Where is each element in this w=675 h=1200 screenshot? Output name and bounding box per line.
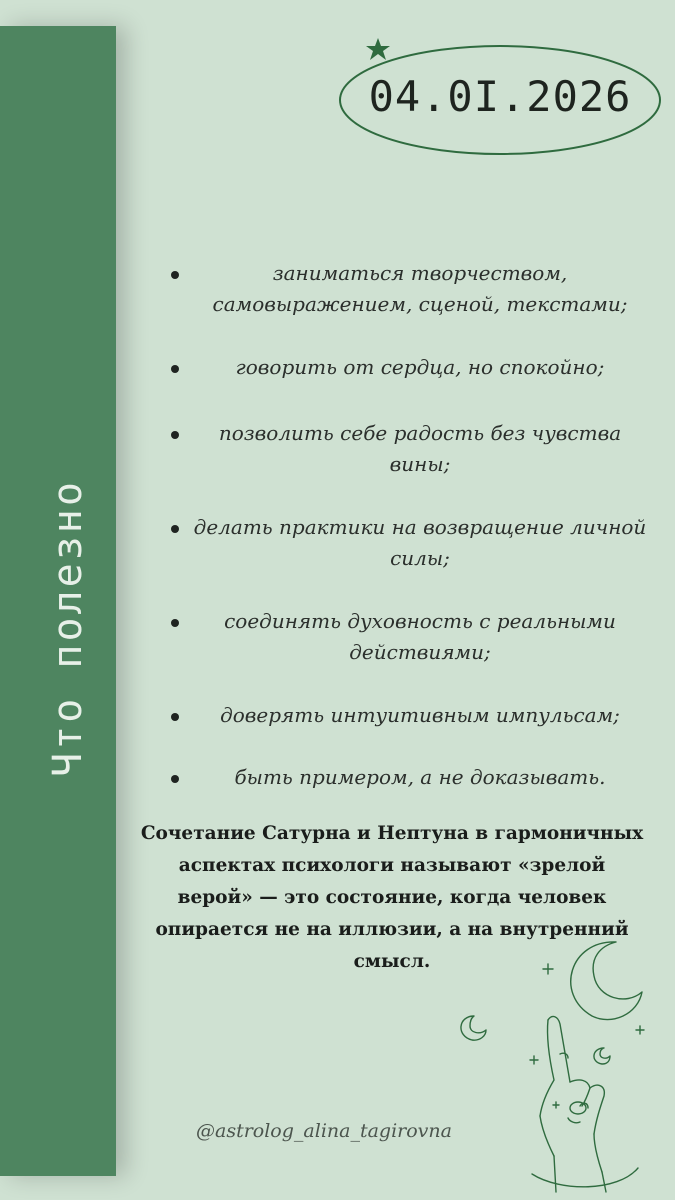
list-item-text: соединять духовность с реальными действиями; [224, 609, 616, 664]
date-text: 04.0I.2026 [368, 72, 632, 121]
list-item-text: заниматься творчеством, самовыражением, сценой, текстами; [212, 261, 628, 316]
star-icon [366, 38, 390, 60]
list-item-text: делать практики на возвращение личной силы; [193, 515, 647, 570]
sparkle-icon [553, 1102, 559, 1108]
list-item-text: позволить себе радость без чувства вины; [218, 421, 622, 476]
side-title: Что полезно [45, 479, 91, 777]
date-badge [330, 36, 670, 162]
sparkle-icon [636, 1026, 644, 1034]
list-item-text: доверять интуитивным импульсам; [220, 703, 620, 727]
summary-text: Сочетание Сатурна и Нептуна в гармоничных аспектах психологи называют «зрелой верой» — это состояние, когда человек опирается не на иллюзии, а на внутренний смысл. [140, 823, 644, 972]
sparkle-icon [530, 1056, 538, 1064]
small-moon-icon [461, 1016, 486, 1040]
bullet-icon [171, 431, 179, 439]
small-moon-icon [594, 1048, 610, 1064]
author-handle: @astrolog_alina_tagirovna [196, 1120, 452, 1142]
list-item-text: быть примером, а не доказывать. [234, 765, 606, 789]
bullet-icon [171, 525, 179, 533]
sparkle-icon [543, 964, 553, 974]
list-item-text: говорить от сердца, но спокойно; [235, 355, 605, 379]
bullet-icon [171, 365, 179, 373]
hand-moon-illustration-icon [430, 930, 675, 1200]
bullet-icon [171, 713, 179, 721]
crescent-moon-icon [571, 942, 642, 1020]
bullet-icon [171, 271, 179, 279]
bullet-icon [171, 775, 179, 783]
side-panel [0, 26, 116, 1176]
bullet-icon [171, 619, 179, 627]
